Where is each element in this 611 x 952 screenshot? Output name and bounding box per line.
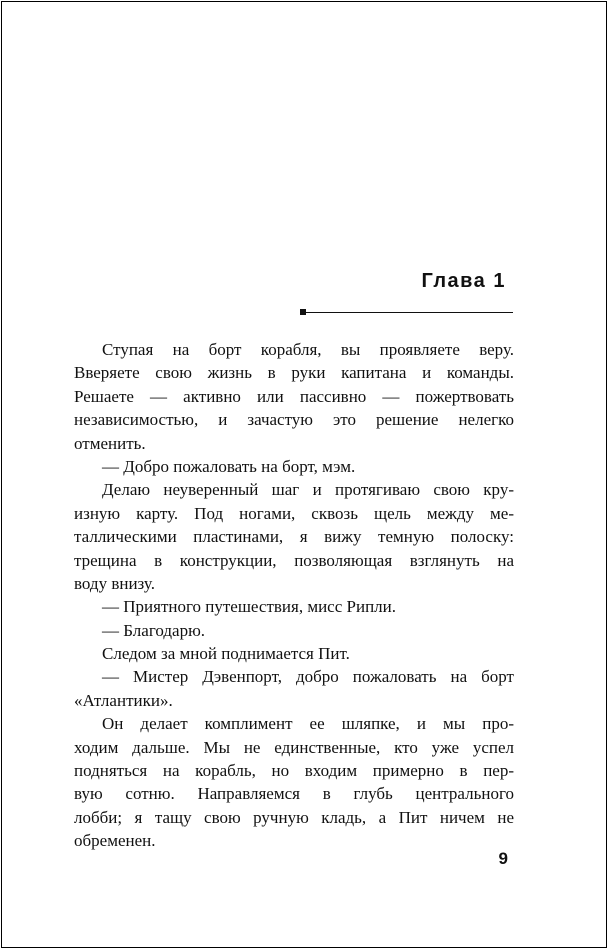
text-line: Вверяете свою жизнь в руки капитана и команды. xyxy=(74,363,514,383)
text-line: изную карту. Под ногами, сквозь щель между ме- xyxy=(74,503,514,523)
text-line: «Атлантики». xyxy=(74,690,173,710)
text-line: Он делает комплимент ее шляпке, и мы про- xyxy=(102,714,514,734)
chapter-rule xyxy=(302,312,513,313)
text-line: Ступая на борт корабля, вы проявляете веру. xyxy=(102,340,514,359)
text-line: — Приятного путешествия, мисс Рипли. xyxy=(102,597,396,617)
chapter-title: Глава 1 xyxy=(421,270,506,292)
page-number: 9 xyxy=(498,849,508,868)
text-line: — Благодарю. xyxy=(102,620,206,640)
text-line: трещина в конструкции, позволяющая взглянуть на xyxy=(74,550,514,570)
text-line: Решаете — активно или пассивно — пожертвовать xyxy=(74,386,514,406)
body-text xyxy=(74,338,514,853)
text-line: лобби; я тащу свою ручную кладь, а Пит ничем не xyxy=(74,807,514,827)
text-line: ходим дальше. Мы не единственные, кто уже успел xyxy=(74,737,514,757)
text-line: отменить. xyxy=(74,433,146,453)
book-page xyxy=(1,1,607,948)
text-line: таллическими пластинами, я вижу темную полоску: xyxy=(74,527,514,547)
text-line: воду внизу. xyxy=(74,573,155,593)
text-line: — Мистер Дэвенпорт, добро пожаловать на борт xyxy=(102,667,514,687)
text-line: обременен. xyxy=(74,831,156,851)
text-line: независимостью, и зачастую это решение нелегко xyxy=(74,410,514,430)
text-line: вую сотню. Направляемся в глубь центрального xyxy=(74,784,514,804)
text-line: Делаю неуверенный шаг и протягиваю свою кру- xyxy=(102,480,514,500)
text-line: Следом за мной поднимается Пит. xyxy=(102,644,350,664)
text-line: — Добро пожаловать на борт, мэм. xyxy=(102,456,356,476)
text-line: подняться на корабль, но входим примерно в пер- xyxy=(74,761,514,781)
